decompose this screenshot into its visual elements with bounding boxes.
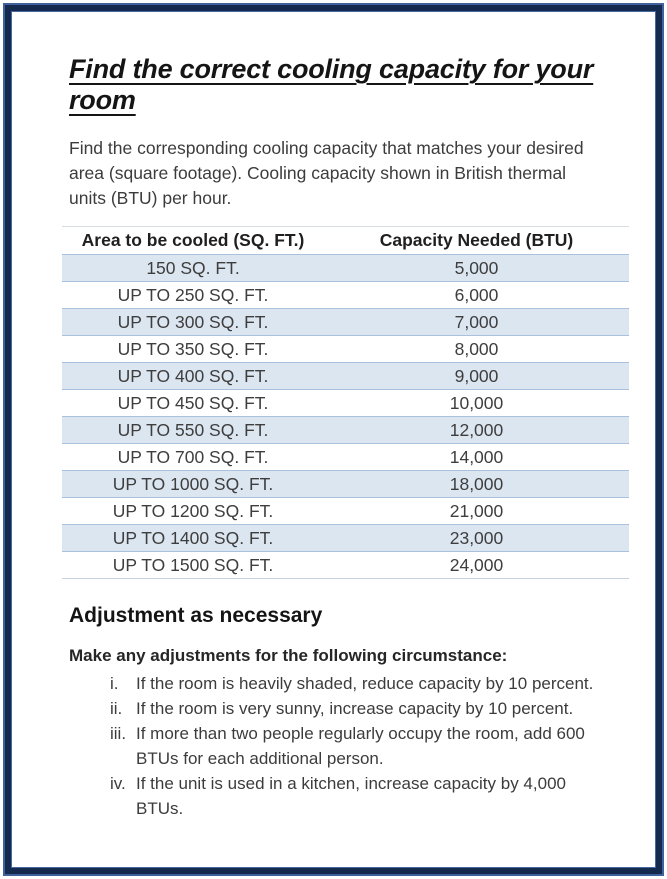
area-cell: UP TO 1200 SQ. FT. — [112, 501, 274, 521]
capacity-cell: 12,000 — [324, 417, 629, 444]
area-cell: UP TO 1500 SQ. FT. — [62, 552, 324, 579]
area-cell: UP TO 550 SQ. FT. — [62, 417, 324, 444]
table-row — [62, 255, 629, 282]
area-cell: UP TO 250 SQ. FT. — [117, 285, 269, 305]
intro-paragraph: Find the corresponding cooling capacity that matches your desired area (square footage). Cooling capacity shown in British thermal units (BTU) per hour. — [69, 138, 584, 208]
list-item — [62, 771, 607, 821]
table-row — [62, 444, 629, 471]
capacity-cell: 18,000 — [324, 471, 629, 498]
capacity-cell: 10,000 — [449, 393, 504, 413]
area-cell: 150 SQ. FT. — [62, 255, 324, 282]
adjustments-intro: Make any adjustments for the following circumstance: — [69, 646, 508, 665]
list-item-text: If more than two people regularly occupy the room, add 600 BTUs for each additional person. — [136, 724, 585, 768]
table-row — [62, 525, 629, 552]
area-cell: UP TO 300 SQ. FT. — [62, 309, 324, 336]
list-marker: ii. — [110, 699, 123, 718]
list-item — [62, 696, 607, 721]
capacity-cell: 14,000 — [449, 447, 504, 467]
capacity-cell: 7,000 — [324, 309, 629, 336]
page-content — [12, 12, 655, 867]
adjustments-heading: Adjustment as necessary — [69, 604, 323, 627]
col-header-area: Area to be cooled (SQ. FT.) — [62, 227, 324, 255]
area-cell: UP TO 350 SQ. FT. — [117, 339, 269, 359]
table-header-row — [62, 227, 629, 255]
list-marker: iii. — [110, 724, 127, 743]
list-item — [62, 721, 607, 771]
area-cell: UP TO 1400 SQ. FT. — [62, 525, 324, 552]
capacity-cell: 23,000 — [324, 525, 629, 552]
capacity-cell: 5,000 — [324, 255, 629, 282]
table-body — [62, 255, 629, 579]
list-marker: i. — [110, 674, 119, 693]
table-row — [62, 336, 629, 363]
table-row — [62, 417, 629, 444]
table-row — [62, 390, 629, 417]
table-row — [62, 282, 629, 309]
table-row — [62, 552, 629, 579]
capacity-cell: 24,000 — [324, 552, 629, 579]
area-cell: UP TO 400 SQ. FT. — [62, 363, 324, 390]
table-row — [62, 363, 629, 390]
adjustments-list — [62, 671, 607, 821]
table-row — [62, 309, 629, 336]
list-marker: iv. — [110, 774, 126, 793]
col-header-capacity: Capacity Needed (BTU) — [324, 227, 629, 255]
capacity-table — [62, 226, 629, 579]
area-cell: UP TO 1000 SQ. FT. — [62, 471, 324, 498]
page-title: Find the correct cooling capacity for your room — [69, 54, 594, 115]
list-item-text: If the unit is used in a kitchen, increase capacity by 4,000 BTUs. — [136, 774, 566, 818]
table-row — [62, 471, 629, 498]
list-item-text: If the room is very sunny, increase capacity by 10 percent. — [136, 699, 574, 718]
list-item — [62, 671, 607, 696]
list-item-text: If the room is heavily shaded, reduce capacity by 10 percent. — [136, 674, 594, 693]
capacity-cell: 9,000 — [324, 363, 629, 390]
capacity-cell: 6,000 — [454, 285, 499, 305]
table-row — [62, 498, 629, 525]
capacity-cell: 8,000 — [454, 339, 499, 359]
area-cell: UP TO 450 SQ. FT. — [117, 393, 269, 413]
area-cell: UP TO 700 SQ. FT. — [117, 447, 269, 467]
capacity-cell: 21,000 — [449, 501, 504, 521]
